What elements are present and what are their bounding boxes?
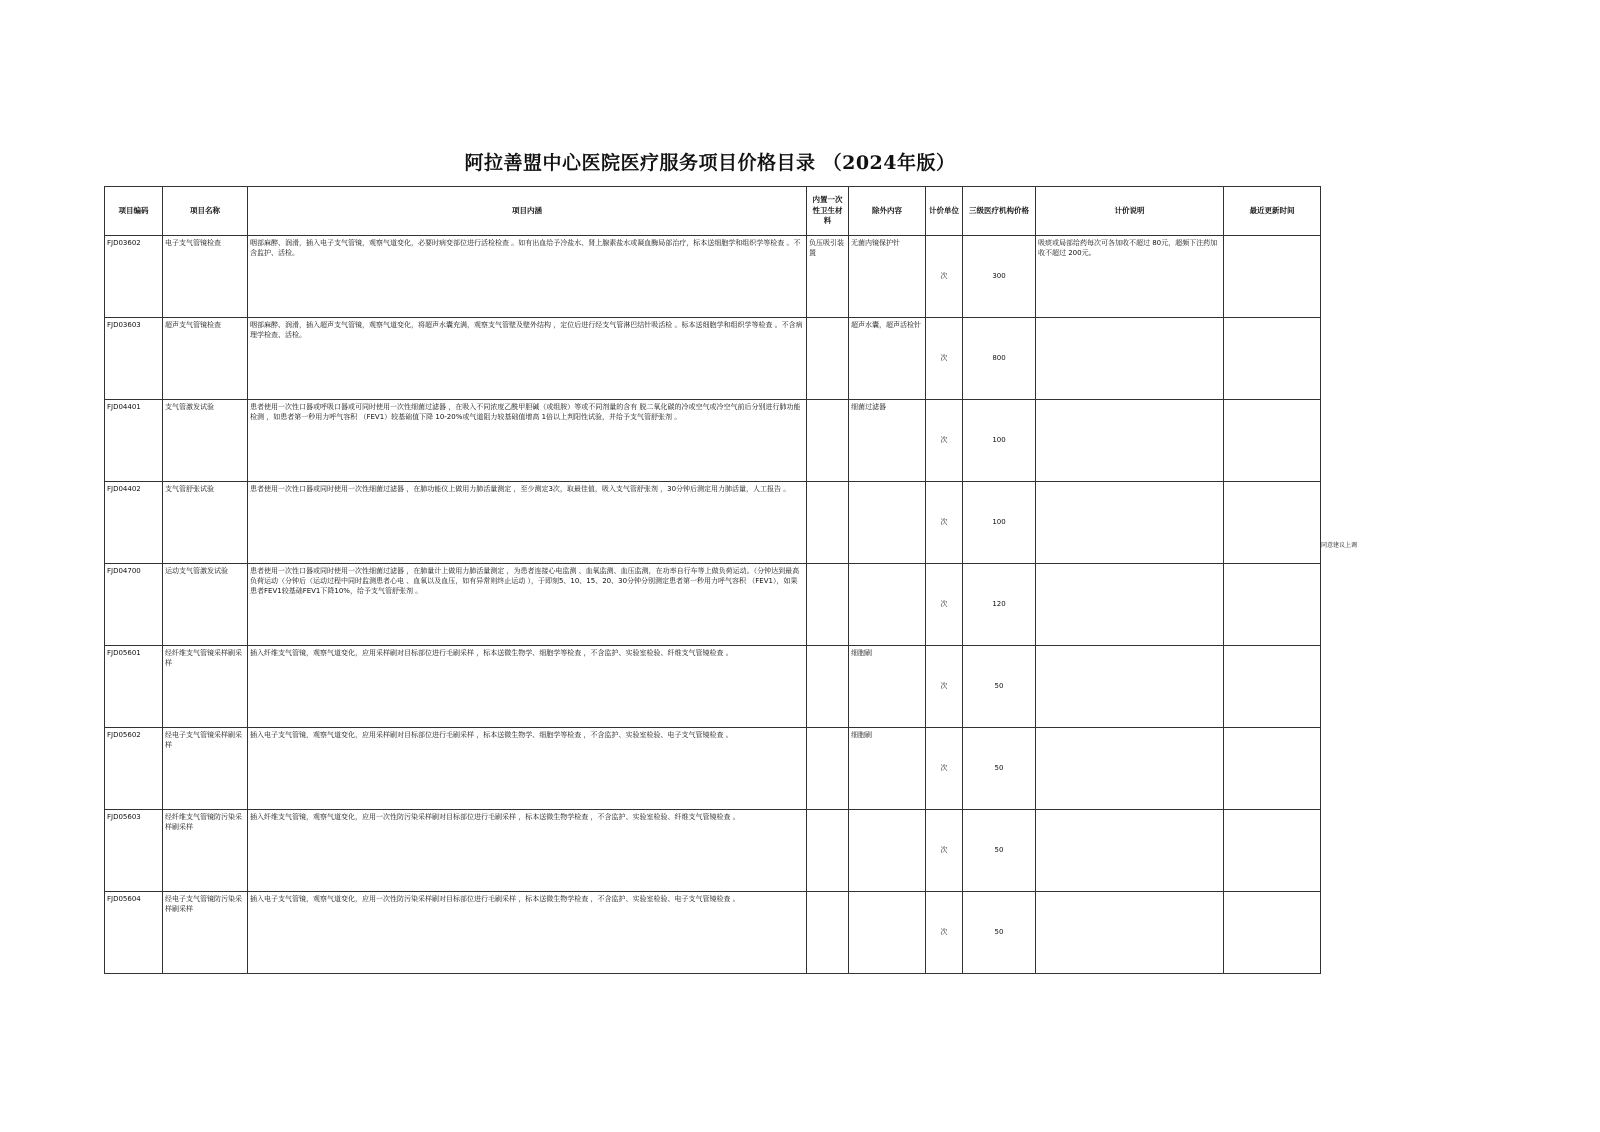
cell-updated [1224, 810, 1321, 892]
cell-price: 50 [963, 892, 1036, 974]
cell-code: FJD04402 [105, 482, 163, 564]
table-row [105, 892, 1321, 974]
header-row [105, 187, 1321, 236]
header-note: 计价说明 [1036, 187, 1224, 236]
cell-name: 经纤维支气管镜采样刷采样 [163, 646, 248, 728]
cell-exclude: 细菌过滤器 [849, 400, 926, 482]
price-table [104, 186, 1321, 974]
cell-code: FJD04700 [105, 564, 163, 646]
cell-name: 电子支气管镜检查 [163, 236, 248, 318]
table-row [105, 728, 1321, 810]
table-row [105, 236, 1321, 318]
cell-exclude [849, 482, 926, 564]
cell-updated [1224, 318, 1321, 400]
cell-price: 800 [963, 318, 1036, 400]
cell-code: FJD05603 [105, 810, 163, 892]
cell-content: 咽部麻醉、润滑，插入超声支气管镜，观察气道变化，将超声水囊充满，观察支气管壁及壁外结构 ，定位后进行经支气管淋巴结针吸活检 。标本送细胞学和组织学等检查 。不含病理学检查、活检。 [248, 318, 807, 400]
cell-material [807, 728, 849, 810]
cell-unit: 次 [926, 892, 963, 974]
cell-price: 50 [963, 810, 1036, 892]
cell-note [1036, 892, 1224, 974]
cell-exclude: 细胞刷 [849, 646, 926, 728]
cell-content: 咽部麻醉、润滑，插入电子支气管镜，观察气道变化，必要时病变部位进行活检检查 。如有出血给予冷盐水、肾上腺素盐水或凝血酶局部治疗，标本送细胞学和组织学等检查 。不含监护、活检。 [248, 236, 807, 318]
cell-content: 患者使用一次性口器或同时使用一次性细菌过滤器 ，在肺量计上做用力肺活量测定 ，为患者连接心电监测 、血氧监测、血压监测，在功率自行车等上做负荷运动。（分钟达到最高负荷运动（分钟后（运动过程中同时监测患者心电 、血氧以及血压，如有异常则终止运动 ），于即刻5、10、15、20、30分钟分别测定患者第一秒用力呼气容积 （FEV1），如果患者FEV1较基础FEV1下降10%，给予支气管舒张剂 。 [248, 564, 807, 646]
cell-price: 120 [963, 564, 1036, 646]
cell-content: 患者使用一次性口器或同时使用一次性细菌过滤器 ，在肺功能仪上做用力肺活量测定 ，至少测定3次，取最佳值，吸入支气管舒张剂 ，30分钟后测定用力肺活量，人工报告 。 [248, 482, 807, 564]
cell-note: 吸痰或局部给药每次可各加收不超过 80元，超频下注药加收不超过 200元。 [1036, 236, 1224, 318]
cell-exclude [849, 892, 926, 974]
cell-name: 经纤维支气管镜防污染采样刷采样 [163, 810, 248, 892]
cell-unit: 次 [926, 646, 963, 728]
table-row [105, 318, 1321, 400]
cell-code: FJD03603 [105, 318, 163, 400]
cell-content: 患者使用一次性口器或呼吸口器或可同时使用一次性细菌过滤器 ，在吸入不同浓度乙酰甲胆碱（或组胺）等或不同剂量的含有 脱二氧化碳的冷或空气或冷空气前后分别进行肺功能检测 ，如患者第一秒用力呼气容积 （FEV1）较基础值下降 10-20%或气道阻力较基础值增高 1倍以上判阳性试验，并给予支气管舒张剂 。 [248, 400, 807, 482]
header-content: 项目内涵 [248, 187, 807, 236]
cell-note [1036, 400, 1224, 482]
cell-material [807, 564, 849, 646]
header-updated: 最近更新时间 [1224, 187, 1321, 236]
cell-unit: 次 [926, 810, 963, 892]
cell-unit: 次 [926, 318, 963, 400]
cell-material [807, 482, 849, 564]
cell-material: 负压吸引装置 [807, 236, 849, 318]
cell-name: 经电子支气管镜防污染采样刷采样 [163, 892, 248, 974]
cell-name: 经电子支气管镜采样刷采样 [163, 728, 248, 810]
cell-name: 超声支气管镜检查 [163, 318, 248, 400]
cell-note [1036, 482, 1224, 564]
page-title: 阿拉善盟中心医院医疗服务项目价格目录 （2024年版） [464, 152, 956, 174]
cell-note [1036, 728, 1224, 810]
header-unit: 计价单位 [926, 187, 963, 236]
cell-note [1036, 318, 1224, 400]
cell-content: 插入纤维支气管镜，观察气道变化，应用采样刷对目标部位进行毛刷采样 ，标本送微生物学、细胞学等检查 ，不含监护、实验室检验、纤维支气管镜检查 。 [248, 646, 807, 728]
header-name: 项目名称 [163, 187, 248, 236]
cell-exclude [849, 564, 926, 646]
side-note: 同意建议上调 [1321, 542, 1358, 549]
table-row [105, 810, 1321, 892]
cell-note [1036, 646, 1224, 728]
table-row [105, 564, 1321, 646]
cell-updated [1224, 892, 1321, 974]
cell-exclude [849, 810, 926, 892]
table-row [105, 646, 1321, 728]
cell-code: FJD05602 [105, 728, 163, 810]
cell-content: 插入纤维支气管镜，观察气道变化，应用一次性防污染采样刷对目标部位进行毛刷采样 ，标本送微生物学检查 ，不含监护、实验室检验、纤维支气管镜检查 。 [248, 810, 807, 892]
header-code: 项目编码 [105, 187, 163, 236]
cell-updated [1224, 236, 1321, 318]
cell-updated [1224, 400, 1321, 482]
cell-price: 100 [963, 482, 1036, 564]
cell-unit: 次 [926, 236, 963, 318]
cell-price: 300 [963, 236, 1036, 318]
cell-price: 50 [963, 646, 1036, 728]
cell-exclude: 超声水囊，超声活检针 [849, 318, 926, 400]
cell-name: 支气管激发试验 [163, 400, 248, 482]
cell-unit: 次 [926, 728, 963, 810]
cell-price: 50 [963, 728, 1036, 810]
cell-material [807, 810, 849, 892]
cell-unit: 次 [926, 564, 963, 646]
cell-material [807, 318, 849, 400]
cell-exclude: 无菌内镜保护针 [849, 236, 926, 318]
cell-material [807, 646, 849, 728]
cell-code: FJD04401 [105, 400, 163, 482]
cell-code: FJD05604 [105, 892, 163, 974]
cell-content: 插入电子支气管镜，观察气道变化，应用采样刷对目标部位进行毛刷采样 ，标本送微生物学、细胞学等检查 ，不含监护、实验室检验、电子支气管镜检查 。 [248, 728, 807, 810]
header-material: 内置一次性卫生材料 [807, 187, 849, 236]
cell-name: 支气管舒张试验 [163, 482, 248, 564]
cell-updated [1224, 646, 1321, 728]
cell-exclude: 细胞刷 [849, 728, 926, 810]
cell-content: 插入电子支气管镜，观察气道变化，应用一次性防污染采样刷对目标部位进行毛刷采样 ，标本送微生物学检查 ，不含监护、实验室检验、电子支气管镜检查 。 [248, 892, 807, 974]
cell-unit: 次 [926, 482, 963, 564]
header-price: 三级医疗机构价格 [963, 187, 1036, 236]
cell-name: 运动支气管激发试验 [163, 564, 248, 646]
cell-material [807, 892, 849, 974]
cell-note [1036, 564, 1224, 646]
cell-updated [1224, 564, 1321, 646]
cell-updated [1224, 482, 1321, 564]
cell-material [807, 400, 849, 482]
table-row [105, 482, 1321, 564]
cell-code: FJD03602 [105, 236, 163, 318]
cell-code: FJD05601 [105, 646, 163, 728]
cell-unit: 次 [926, 400, 963, 482]
cell-price: 100 [963, 400, 1036, 482]
cell-updated [1224, 728, 1321, 810]
cell-note [1036, 810, 1224, 892]
table-row [105, 400, 1321, 482]
header-exclude: 除外内容 [849, 187, 926, 236]
